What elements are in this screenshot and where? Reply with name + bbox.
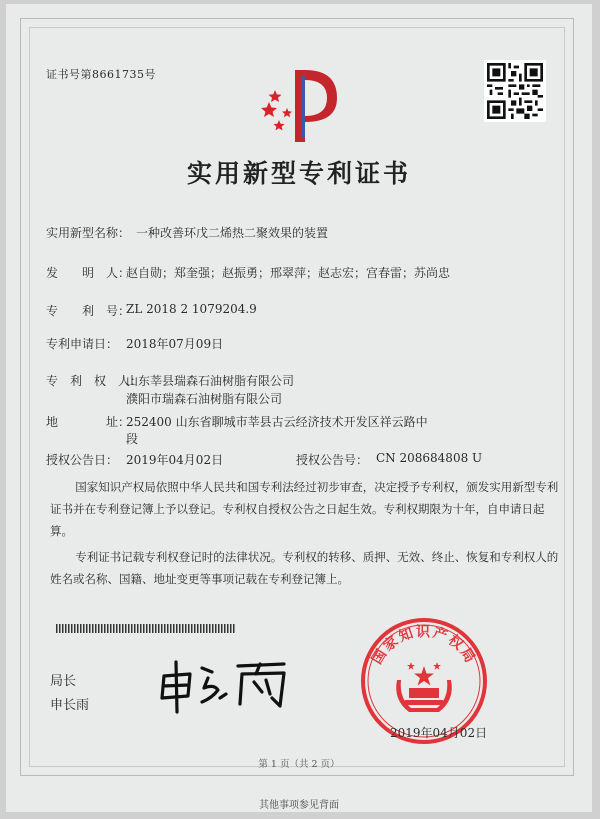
- certificate-title: 实用新型专利证书: [186, 159, 411, 188]
- svg-text:国家知识产权局: [368, 623, 479, 667]
- certificate-sheet: [6, 4, 592, 812]
- application-date-value: 2018年07月09日: [126, 337, 224, 351]
- director-name: 申长雨: [50, 698, 90, 713]
- grant-statement: 国家知识产权局依照中华人民共和国专利法经过初步审查，决定授予专利权，颁发实用新型专利证书并在专利登记簿上予以登记。专利权自授权公告之日起生效。专利权期限为十年，自申请日起算。: [50, 480, 559, 538]
- director-title: 局长: [50, 674, 77, 689]
- application-date-label: 专利申请日：: [46, 337, 119, 351]
- name-value: 一种改善环戊二烯热二聚效果的装置: [136, 226, 329, 240]
- grant-date-label: 授权公告日：: [46, 453, 119, 467]
- seal-date: 2019年04月02日: [390, 726, 488, 740]
- qr-code-icon[interactable]: [484, 60, 546, 122]
- address-label: 地 址：: [46, 415, 131, 429]
- legal-status-note: 专利证书记载专利权登记时的法律状况。专利权的转移、质押、无效、终止、恢复和专利权人的姓名或名称、国籍、地址变更等事项记载在专利登记簿上。: [50, 550, 559, 586]
- grant-date-value: 2019年04月02日: [126, 453, 224, 467]
- patent-logo-icon: [261, 62, 341, 146]
- certificate-number: 证书号第8661735号: [46, 68, 156, 81]
- page-indicator: 第 1 页（共 2 页）: [258, 759, 340, 770]
- patentee-value-1: 山东莘县瑞森石油树脂有限公司: [126, 374, 295, 388]
- grant-number-label: 授权公告号：: [296, 453, 369, 467]
- address-value-2: 段: [126, 432, 139, 446]
- patentee-label: 专 利 权 人：: [46, 374, 143, 388]
- address-value-1: 252400 山东省聊城市莘县古云经济技术开发区祥云路中: [126, 415, 428, 429]
- patent-number-value: ZL 2018 2 1079204.9: [126, 302, 257, 316]
- patent-number-label: 专 利 号：: [46, 304, 131, 318]
- inventor-label: 发 明 人：: [46, 266, 131, 280]
- patentee-value-2: 濮阳市瑞森石油树脂有限公司: [126, 392, 283, 406]
- seal-text: 国家知识产权局: [369, 624, 479, 668]
- handwritten-signature: [156, 654, 306, 714]
- grant-number-value: CN 208684808 U: [376, 451, 483, 465]
- footer-note: 其他事项参见背面: [259, 800, 339, 811]
- inventor-value: 赵自勋；郑奎强；赵振勇；邢翠萍；赵志宏；宫春雷；苏尚忠: [126, 266, 451, 280]
- name-label: 实用新型名称：: [46, 226, 131, 240]
- barcode-strip: [56, 624, 236, 633]
